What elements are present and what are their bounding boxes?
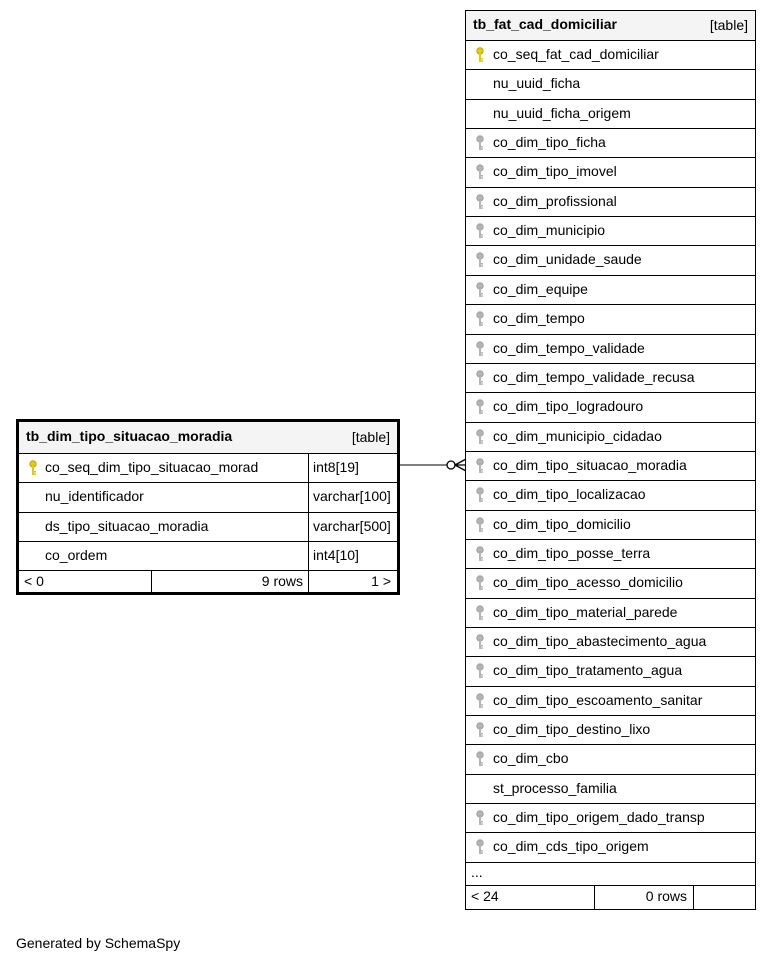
column-name: co_dim_equipe [493,280,588,297]
column-name: co_dim_tipo_localizacao [493,486,646,503]
column-name: co_dim_tipo_imovel [493,163,617,180]
zero-cardinality-marker [447,461,455,469]
column-name: co_dim_tipo_domicilio [493,515,631,532]
column-name: co_dim_municipio [493,222,606,239]
ellipsis: ... [471,863,483,880]
column-type: varchar[500] [313,517,391,534]
column-name: co_dim_tipo_ficha [493,134,606,151]
prev-page-link[interactable]: < 24 [471,887,499,904]
column-name: st_processo_familia [493,779,617,796]
column-type: varchar[100] [313,488,391,505]
column-name: co_dim_municipio_cidadao [493,427,662,444]
row-count: 9 rows [261,573,303,590]
column-name: co_dim_tipo_material_parede [493,603,678,620]
table-kind-label: [table] [709,17,748,33]
table-name: tb_dim_tipo_situacao_moradia [26,428,233,444]
table-name: tb_fat_cad_domiciliar [473,16,617,32]
column-name: co_dim_tipo_situacao_moradia [493,456,687,473]
column-name: co_dim_cbo [493,750,569,767]
table-kind-label: [table] [351,429,390,445]
column-name: co_dim_cds_tipo_origem [493,838,649,855]
column-name: co_seq_fat_cad_domiciliar [493,46,659,62]
column-name: co_dim_tipo_escoamento_sanitar [493,691,703,708]
crows-foot-marker [455,459,466,471]
column-name: co_dim_tipo_destino_lixo [493,721,651,738]
next-page-link[interactable]: 1 > [371,573,391,590]
column-name: co_dim_tipo_abastecimento_agua [493,633,707,649]
generated-by-label: Generated by SchemaSpy [16,935,181,951]
column-name: co_dim_tipo_tratamento_agua [493,662,683,679]
column-name: co_dim_tipo_posse_terra [493,544,651,561]
column-name: ds_tipo_situacao_moradia [45,517,209,534]
column-name: co_dim_tempo_validade_recusa [493,368,695,385]
column-name: co_dim_profissional [493,192,617,209]
column-name: co_dim_tempo_validade [493,339,645,356]
column-name: co_ordem [45,546,108,563]
column-name: co_dim_tempo [493,310,585,327]
column-name: nu_uuid_ficha_origem [493,104,631,121]
column-name: co_dim_tipo_logradouro [493,398,644,415]
column-name: nu_identificador [45,488,144,505]
column-type: int8[19] [313,459,359,475]
column-name: co_dim_tipo_origem_dado_transp [493,809,705,826]
column-name: co_dim_unidade_saude [493,251,642,268]
column-name: co_dim_tipo_acesso_domicilio [493,574,683,591]
row-count: 0 rows [645,887,687,904]
column-type: int4[10] [313,546,359,563]
column-name: nu_uuid_ficha [493,75,581,92]
prev-page-link[interactable]: < 0 [24,573,44,590]
column-name: co_seq_dim_tipo_situacao_morad [45,459,259,475]
